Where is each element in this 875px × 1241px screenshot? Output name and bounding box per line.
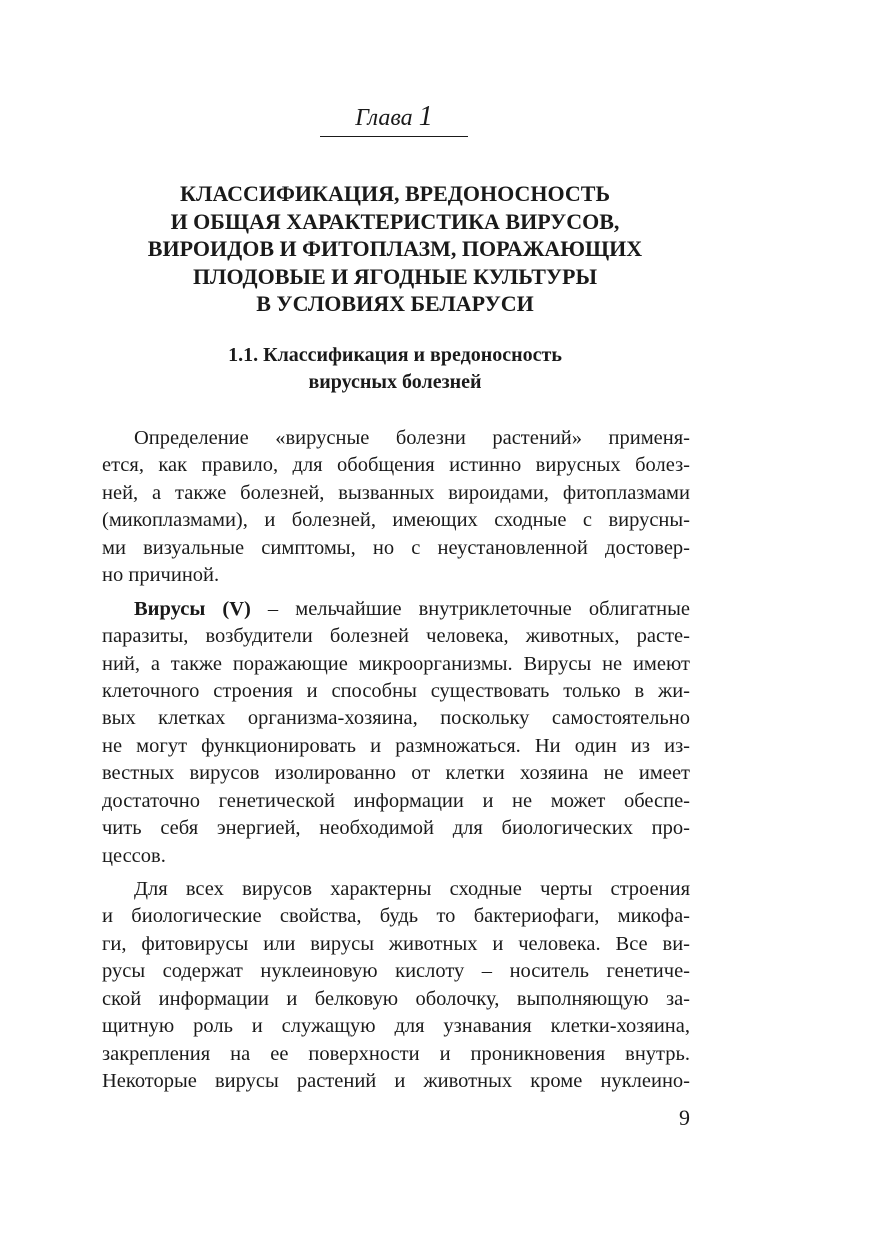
chapter-title-line: ПЛОДОВЫЕ И ЯГОДНЫЕ КУЛЬТУРЫ (192, 263, 598, 289)
text-line: ется, как правило, для обобщения истинно вирусных болез- (102, 454, 690, 477)
chapter-title-line: КЛАССИФИКАЦИЯ, ВРЕДОНОСНОСТЬ (180, 181, 610, 206)
text-line: цессов. (102, 844, 166, 867)
text-line: паразиты, возбудители болезней человека, животных, расте- (102, 625, 690, 648)
text-fragment: – мельчайшие внутриклеточные облигатные (250, 597, 690, 620)
text-line: закрепления на ее поверхности и проникновения внутрь. (102, 1042, 690, 1065)
page-number: 9 (679, 1105, 690, 1130)
paragraph (102, 596, 690, 870)
text-line: Определение «вирусные болезни растений» применя- (134, 427, 690, 449)
paragraph (102, 876, 690, 1096)
chapter-title (100, 180, 690, 318)
text-line: и биологические свойства, будь то бактериофаги, микофа- (102, 905, 690, 928)
text-line: клеточного строения и способны существовать только в жи- (102, 679, 690, 702)
paragraph (102, 425, 690, 590)
text-line: ний, а также поражающие микроорганизмы. Вирусы не имеют (102, 652, 690, 675)
text-line: щитную роль и служащую для узнавания клетки-хозяина, (102, 1015, 690, 1038)
chapter-label: Глава (355, 105, 413, 131)
term-bold: Вирусы (V) (134, 597, 251, 620)
section-heading-line: вирусных болезней (308, 371, 482, 393)
chapter-heading (320, 100, 468, 137)
text-line: но причиной. (102, 564, 220, 587)
text-line: Для всех вирусов характерны сходные черты строения (134, 878, 690, 900)
text-line: русы содержат нуклеиновую кислоту – носитель генетиче- (102, 960, 690, 983)
body-text (102, 425, 690, 1096)
text-line: вых клетках организма-хозяина, поскольку самостоятельно (102, 707, 690, 730)
text-line: ской информации и белковую оболочку, выполняющую за- (102, 987, 690, 1010)
text-line: ми визуальные симптомы, но с неустановленной достовер- (102, 536, 690, 559)
chapter-title-line: ВИРОИДОВ И ФИТОПЛАЗМ, ПОРАЖАЮЩИХ (147, 236, 643, 261)
chapter-number: 1 (418, 101, 433, 132)
chapter-title-line: В УСЛОВИЯХ БЕЛАРУСИ (256, 291, 534, 316)
text-line: достаточно генетической информации и не может обеспе- (102, 789, 690, 812)
text-line: вестных вирусов изолированно от клетки хозяина не имеет (102, 762, 690, 785)
text-line: ней, а также болезней, вызванных вироидами, фитоплазмами (102, 481, 690, 504)
text-line: (микоплазмами), и болезней, имеющих сходные с вирусны- (102, 509, 690, 532)
text-line (102, 596, 690, 623)
section-heading-line: 1.1. Классификация и вредоносность (228, 344, 562, 366)
text-line: не могут функционировать и размножаться. Ни один из из- (102, 734, 690, 757)
section-heading (100, 342, 690, 396)
chapter-title-line: И ОБЩАЯ ХАРАКТЕРИСТИКА ВИРУСОВ, (170, 208, 620, 234)
text-line: Некоторые вирусы растений и животных кроме нуклеино- (102, 1070, 690, 1093)
text-line: чить себя энергией, необходимой для биологических про- (102, 817, 690, 840)
text-line: ги, фитовирусы или вирусы животных и человека. Все ви- (102, 932, 690, 955)
